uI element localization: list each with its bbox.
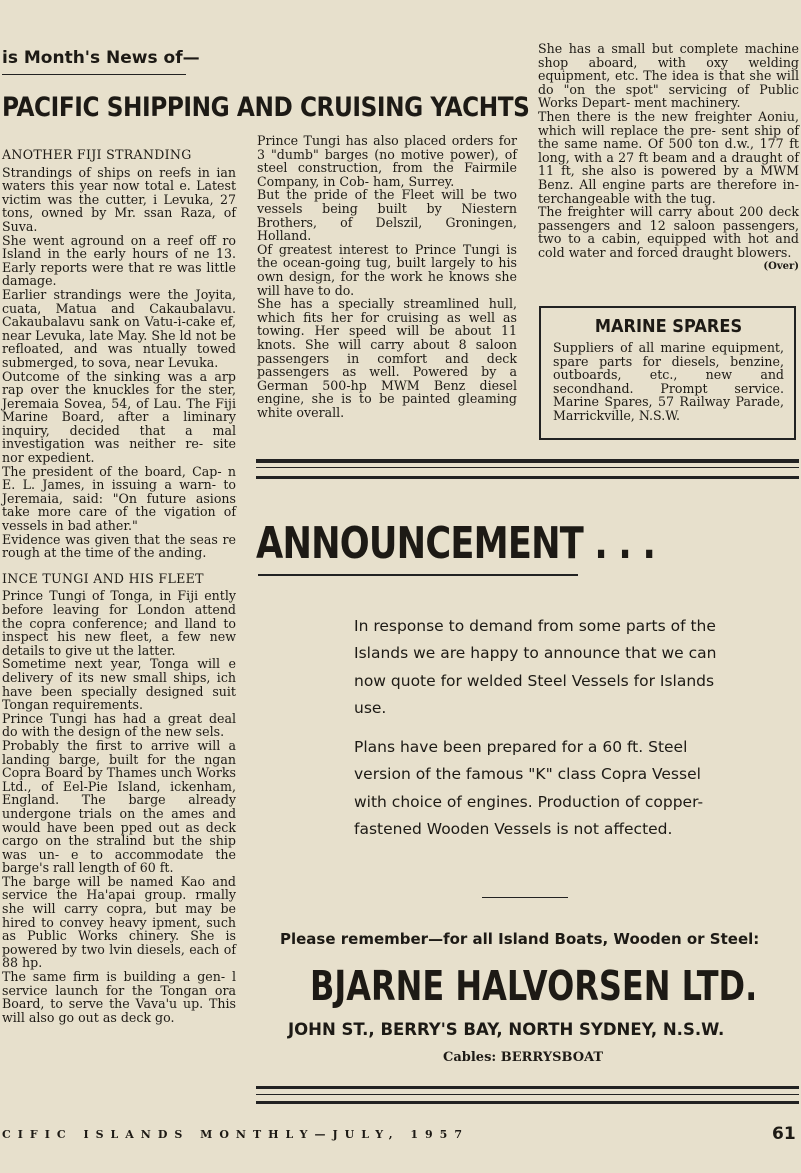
- paragraph: Outcome of the sinking was a arp rap over the knuckles for the ster, Jeremaia Sovea, 54, of Lau. The Fiji Marine Board, after a liminary inquiry, decided that a mal investigation was neither re- site nor expedient.: [2, 368, 236, 466]
- paragraph: Probably the first to arrive will a landing barge, built for the ngan Copra Board by Thames unch Works Ltd., of Eel-Pie Island, ickenham, England. The barge already undergone trials on the ames and would have been pped out as deck cargo on the stralind but the ship was un- e to accommodate the barge's rall length of 60 ft.: [2, 737, 236, 876]
- continued-over-label: (Over): [763, 260, 799, 272]
- paragraph: Prince Tungi has also placed orders for 3 "dumb" barges (no motive power), of steel construction, from the Fairmile Company, in Cob- ham, Surrey.: [257, 133, 517, 189]
- subhead-fiji-stranding: ANOTHER FIJI STRANDING: [2, 147, 192, 162]
- paragraph: [538, 204, 799, 272]
- cables-address: Cables: BERRYSBOAT: [443, 1050, 604, 1065]
- announcement-paragraph: In response to demand from some parts of the Islands we are happy to announce that we can now quote for welded Steel Vessels for Islands use.: [354, 617, 717, 717]
- marine-spares-title: MARINE SPARES: [594, 316, 743, 337]
- paragraph-text: The freighter will carry about 200 deck passengers and 12 saloon passengers, two to a cabin, equipped with hot and cold water and forced draught blowers.: [538, 204, 799, 260]
- bottom-rule: [256, 1086, 799, 1089]
- paragraph: Prince Tungi of Tonga, in Fiji ently before leaving for London attend the copra conference; and lland to inspect his new fleet, a few new details to give ut the latter.: [2, 588, 236, 658]
- announcement-title: ANNOUNCEMENT . . .: [256, 518, 656, 569]
- column-3: [538, 42, 799, 273]
- company-address: JOHN ST., BERRY'S BAY, NORTH SYDNEY, N.S.W.: [288, 1020, 725, 1039]
- paragraph: Prince Tungi has had a great deal do with the design of the new sels.: [2, 710, 236, 740]
- paragraph: Evidence was given that the seas re rough at the time of the anding.: [2, 531, 236, 561]
- bottom-rule: [256, 1101, 799, 1104]
- bottom-rule: [256, 1094, 799, 1095]
- company-name: BJARNE HALVORSEN LTD.: [310, 962, 758, 1010]
- short-divider: [482, 897, 568, 898]
- paragraph: Strandings of ships on reefs in ian waters this year now total e. Latest victim was the cutter, i Levuka, 27 tons, owned by Mr. ssan Raza, of Suva.: [2, 164, 236, 234]
- page-number: 61: [772, 1124, 796, 1144]
- paragraph: She went aground on a reef off ro Island in the early hours of ne 13. Early reports were that re was little damage.: [2, 232, 236, 289]
- page-headline: PACIFIC SHIPPING AND CRUISING YACHTS: [2, 92, 530, 123]
- announcement-paragraph: Plans have been prepared for a 60 ft. Steel version of the famous "K" class Copra Vessel with choice of engines. Production of copper-fastened Wooden Vessels is not affected.: [354, 738, 704, 839]
- paragraph: Of greatest interest to Prince Tungi is the ocean-going tug, built largely to his own design, for the work he knows she will have to do.: [257, 241, 517, 298]
- paragraph: The president of the board, Cap- n E. L. James, in issuing a warn- to Jeremaia, said: "On future asions take more care of the vigation of vessels in bad ather.": [2, 463, 236, 534]
- announcement-underline: [258, 574, 578, 576]
- paragraph: The same firm is building a gen- l service launch for the Tongan ora Board, to serve the Vava'u up. This will also go out as deck go.: [2, 969, 236, 1025]
- marine-spares-ad: [539, 306, 796, 440]
- paragraph: Sometime next year, Tonga will e delivery of its new small ships, ich have been specially designed suit Tongan requirements.: [2, 656, 236, 713]
- paragraph: Then there is the new freighter Aoniu, which will replace the pre- sent ship of the same name. Of 500 ton d.w., 177 ft long, with a 27 ft beam and a draught of 11 ft, she also is powered by a MWM Benz. All engine parts are therefore in- terchangeable with the tug.: [538, 108, 799, 206]
- page-footer: CIFIC ISLANDS MONTHLY—JULY, 1957: [2, 1128, 469, 1141]
- divider-rule: [256, 476, 799, 479]
- column-2: [257, 134, 517, 419]
- paragraph: The barge will be named Kao and service the Ha'apai group. rmally she will carry copra, but may be hired to convey heavy ipment, such as Public Works chinery. She is powered by two lvin diesels, each of 88 hp.: [2, 873, 236, 971]
- divider-rule: [256, 467, 799, 468]
- column-1: [2, 148, 236, 1024]
- section-kicker: is Month's News of—: [2, 48, 200, 68]
- remember-line: Please remember—for all Island Boats, Wooden or Steel:: [280, 930, 760, 948]
- kicker-rule: [2, 74, 186, 75]
- paragraph: She has a small but complete machine shop aboard, with oxy welding equipment, etc. The idea is that she will do "on the spot" servicing of Public Works Depart- ment machinery.: [538, 41, 799, 111]
- divider-rule: [256, 459, 799, 463]
- announcement-body: [354, 613, 734, 855]
- marine-spares-body: Suppliers of all marine equipment, spare parts for diesels, benzine, outboards, etc., new and secondhand. Prompt service. Marine Spares, 57 Railway Parade, Marrickville, N.S.W.: [553, 340, 784, 423]
- paragraph: But the pride of the Fleet will be two vessels being built by Niestern Brothers, of Delszil, Groningen, Holland.: [257, 187, 517, 244]
- paragraph: She has a specially streamlined hull, which fits her for cruising as well as towing. Her speed will be about 11 knots. She will carry about 8 saloon passengers in comfort and deck passengers as well. Powered by a German 500-hp MWM Benz diesel engine, she is to be painted gleaming white overall.: [257, 296, 517, 420]
- paragraph: Earlier strandings were the Joyita, cuata, Matua and Cakaubalavu. Cakaubalavu sank on Vatu-i-cake ef, near Levuka, late May. She ld not be refloated, and was ntually towed submerged, to sova, near Levuka.: [2, 286, 236, 370]
- subhead-prince-tungi: INCE TUNGI AND HIS FLEET: [2, 570, 204, 586]
